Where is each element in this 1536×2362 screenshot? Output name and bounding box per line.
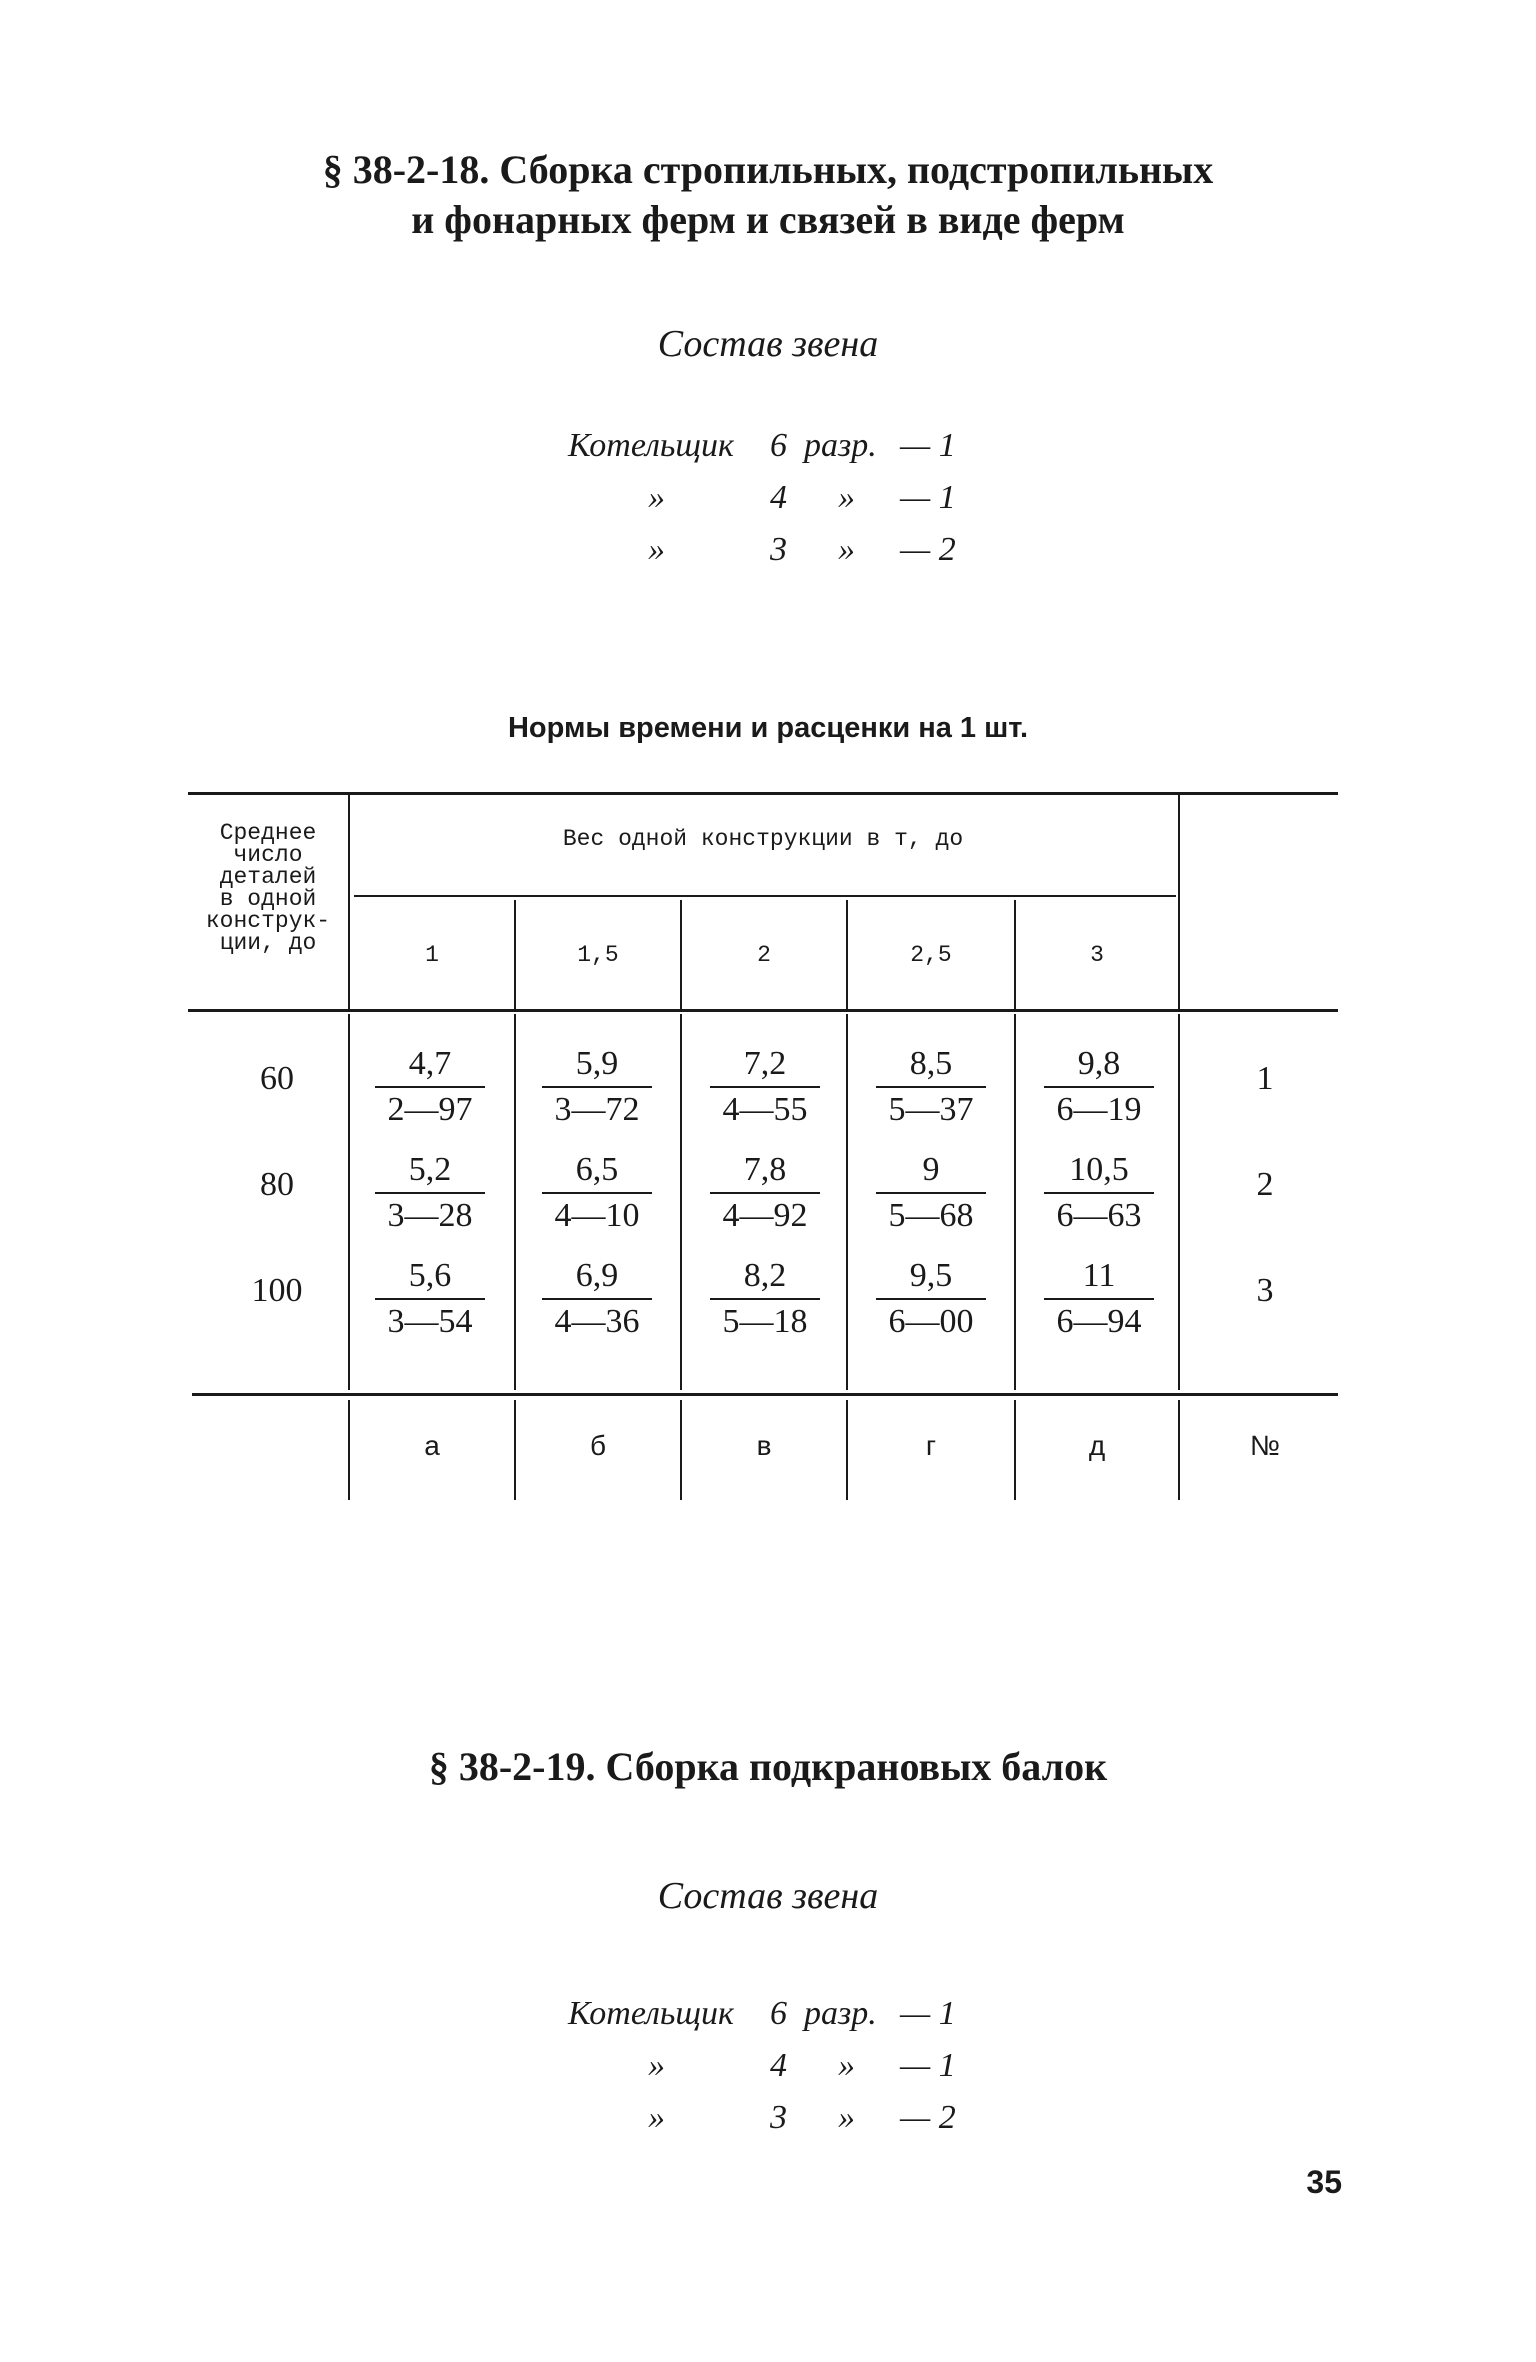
row-label-80: 80 (260, 1166, 294, 1203)
col-divider (846, 1014, 848, 1390)
time-norm: 7,8 (743, 1151, 787, 1188)
col-letter-a: а (424, 1430, 440, 1461)
rate: 6—94 (1056, 1303, 1142, 1340)
norm-cell (532, 1256, 662, 1342)
table-bottom-rule (192, 1393, 1338, 1396)
fraction-bar (876, 1298, 986, 1300)
crew-name: Котельщик (568, 1995, 734, 2032)
weight-col-2-5: 2,5 (910, 942, 952, 968)
norm-cell (700, 1256, 830, 1342)
fraction-bar (375, 1298, 485, 1300)
time-norm: 11 (1082, 1257, 1116, 1294)
row-number: 1 (1256, 1060, 1274, 1097)
col-letter-b: б (589, 1430, 607, 1461)
crew-unit: разр. (804, 1995, 877, 2032)
fraction-bar (1044, 1086, 1154, 1088)
time-norm: 9,8 (1077, 1045, 1121, 1082)
fraction-bar (710, 1192, 820, 1194)
crew-row (0, 2092, 1536, 2144)
crew-count: — 2 (900, 2099, 956, 2136)
crew-grade: 3 (770, 531, 787, 568)
col-letter-g: г (925, 1430, 937, 1461)
time-norm: 8,5 (909, 1045, 953, 1082)
crew-name: » (648, 479, 665, 516)
weight-col-1-5: 1,5 (577, 942, 619, 968)
section1-crew-heading: Состав звена (657, 323, 879, 365)
rate: 4—36 (554, 1303, 640, 1340)
norm-cell (700, 1044, 830, 1130)
col-divider (514, 1014, 516, 1390)
crew-name: » (648, 2099, 665, 2136)
col-letter-d: д (1088, 1430, 1106, 1461)
rate: 4—92 (722, 1197, 808, 1234)
time-norm: 7,2 (743, 1045, 787, 1082)
norm-cell (532, 1150, 662, 1236)
crew-grade: 4 (770, 479, 787, 516)
crew-unit: разр. (804, 427, 877, 464)
fraction-bar (710, 1086, 820, 1088)
time-norm: 9,5 (909, 1257, 953, 1294)
time-norm: 6,5 (575, 1151, 619, 1188)
section2-crew-heading: Состав звена (657, 1875, 879, 1917)
crew-unit: » (838, 2047, 855, 2084)
time-norm: 10,5 (1069, 1151, 1129, 1188)
fraction-bar (1044, 1192, 1154, 1194)
norm-cell (866, 1044, 996, 1130)
fraction-bar (542, 1298, 652, 1300)
crew-unit: » (838, 531, 855, 568)
rate: 6—19 (1056, 1091, 1142, 1128)
fraction-bar (876, 1192, 986, 1194)
norm-cell (365, 1256, 495, 1342)
rate: 4—10 (554, 1197, 640, 1234)
header-bottom-rule (188, 1009, 1338, 1012)
crew-count: — 1 (900, 479, 956, 516)
crew-grade: 4 (770, 2047, 787, 2084)
time-norm: 5,6 (408, 1257, 452, 1294)
crew-grade: 3 (770, 2099, 787, 2136)
time-norm: 8,2 (743, 1257, 787, 1294)
fraction-bar (710, 1298, 820, 1300)
col-letter-v: в (756, 1430, 772, 1461)
norm-cell (365, 1150, 495, 1236)
rate: 3—54 (387, 1303, 473, 1340)
norm-cell (700, 1150, 830, 1236)
crew-count: — 1 (900, 2047, 956, 2084)
col-divider (1178, 795, 1180, 1009)
col-divider (680, 1014, 682, 1390)
row-header-line: Среднее (219, 820, 317, 846)
table-caption: Нормы времени и расценки на 1 шт. (507, 712, 1029, 744)
num-label: № (1249, 1430, 1281, 1461)
fraction-bar (542, 1192, 652, 1194)
fraction-bar (876, 1086, 986, 1088)
row-number: 2 (1256, 1166, 1274, 1203)
row-header-line: конструк- (205, 908, 331, 934)
crew-row (0, 2040, 1536, 2092)
crew-grade: 6 (770, 427, 787, 464)
section1-title (0, 145, 1536, 245)
time-norm: 6,9 (575, 1257, 619, 1294)
crew-count: — 1 (900, 427, 956, 464)
crew-row (0, 524, 1536, 576)
weight-col-3: 3 (1090, 942, 1104, 968)
section1-title-line2: и фонарных ферм и связей в виде ферм (411, 197, 1125, 242)
norm-cell (365, 1044, 495, 1130)
time-norm: 9 (922, 1151, 940, 1188)
crew-name: » (648, 2047, 665, 2084)
rate: 5—18 (722, 1303, 808, 1340)
rate: 3—72 (554, 1091, 640, 1128)
row-label-60: 60 (260, 1060, 294, 1097)
fraction-bar (375, 1192, 485, 1194)
row-number: 3 (1256, 1272, 1274, 1309)
crew-name: » (648, 531, 665, 568)
row-header-line: ции, до (219, 930, 317, 956)
crew-name: Котельщик (568, 427, 734, 464)
weight-header-rule (354, 895, 1176, 897)
rate: 6—00 (888, 1303, 974, 1340)
section2-title: § 38-2-19. Сборка подкрановых балок (428, 1744, 1108, 1789)
time-norm: 5,9 (575, 1045, 619, 1082)
crew-row (0, 1988, 1536, 2040)
norm-cell (866, 1256, 996, 1342)
fraction-bar (542, 1086, 652, 1088)
fraction-bar (1044, 1298, 1154, 1300)
time-norm: 5,2 (408, 1151, 452, 1188)
rate: 4—55 (722, 1091, 808, 1128)
norm-cell (1034, 1256, 1164, 1342)
section1-title-line1: § 38-2-18. Сборка стропильных, подстропильных (322, 147, 1214, 192)
crew-count: — 1 (900, 1995, 956, 2032)
norm-cell (1034, 1044, 1164, 1130)
crew-row (0, 472, 1536, 524)
crew-unit: » (838, 2099, 855, 2136)
norm-cell (532, 1044, 662, 1130)
weight-col-1: 1 (425, 942, 439, 968)
norm-cell (866, 1150, 996, 1236)
crew-count: — 2 (900, 531, 956, 568)
col-divider (1014, 1014, 1016, 1390)
row-header-line: число (233, 842, 303, 868)
crew-unit: » (838, 479, 855, 516)
row-header-line: в одной (219, 886, 317, 912)
rate: 6—63 (1056, 1197, 1142, 1234)
table-top-rule (188, 792, 1338, 795)
row-label-100: 100 (251, 1272, 303, 1309)
norm-cell (1034, 1150, 1164, 1236)
fraction-bar (375, 1086, 485, 1088)
row-header-cell (192, 822, 344, 954)
page-number: 35 (1306, 2164, 1342, 2200)
weight-col-2: 2 (757, 942, 771, 968)
time-norm: 4,7 (408, 1045, 452, 1082)
rate: 5—37 (888, 1091, 974, 1128)
row-header-line: деталей (219, 864, 317, 890)
rate: 5—68 (888, 1197, 974, 1234)
crew-grade: 6 (770, 1995, 787, 2032)
weight-header: Вес одной конструкции в т, до (562, 826, 964, 852)
rate: 3—28 (387, 1197, 473, 1234)
rate: 2—97 (387, 1091, 473, 1128)
crew-row (0, 420, 1536, 472)
